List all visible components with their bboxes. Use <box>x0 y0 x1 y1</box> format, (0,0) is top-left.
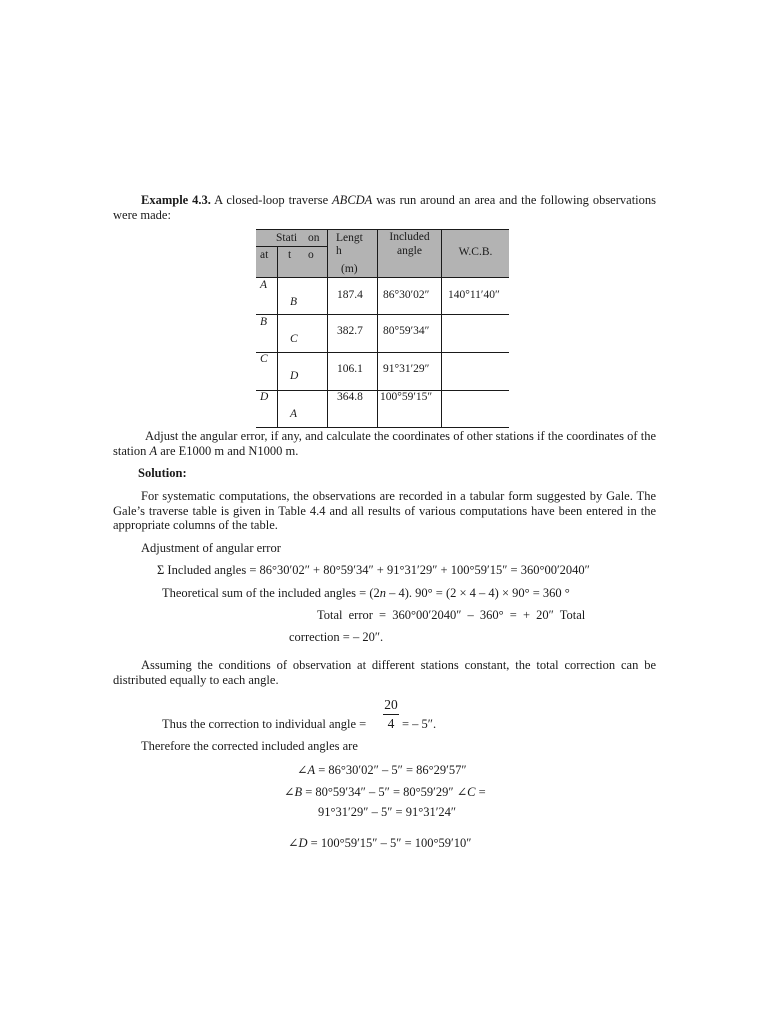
row-to-value: D <box>290 370 299 382</box>
header-length-unit: (m) <box>341 263 358 275</box>
table-rule <box>277 277 278 428</box>
row-angle: 100°59′15″ <box>380 391 433 403</box>
correction-line: correction = – 20″. <box>289 630 384 644</box>
angle-icon: ∠ <box>297 763 308 777</box>
header-wcb: W.C.B. <box>458 246 493 258</box>
angle-c-var: C <box>467 785 476 799</box>
table-rule <box>256 277 509 278</box>
solution-label <box>138 466 187 481</box>
table-rule <box>256 352 509 353</box>
angle-icon: ∠ <box>456 785 468 799</box>
individual-text-a: Thus the correction to individual angle = <box>162 717 367 731</box>
adjust-paragraph <box>113 429 656 458</box>
assume-paragraph: Assuming the conditions of observation at different stations constant, the total correction can be distributed equally to each angle. <box>113 658 656 687</box>
total-error-line: Total error = 360°00′2040″ – 360° = + 20″ Total <box>317 608 586 622</box>
header-length-1: Lengt <box>336 232 363 244</box>
header-station-1: Stati <box>276 232 298 244</box>
corrected-heading: Therefore the corrected included angles are <box>141 739 358 753</box>
angle-d-rest: = 100°59′15″ – 5″ = 100°59′10″ <box>307 836 472 850</box>
header-to-2: o <box>308 249 314 261</box>
row-to <box>290 370 298 383</box>
adjustment-heading: Adjustment of angular error <box>141 541 281 555</box>
row-at <box>260 279 267 292</box>
header-at: at <box>260 249 269 261</box>
row-to-value: B <box>290 296 298 308</box>
row-wcb: 140°11′40″ <box>448 289 500 301</box>
table-rule <box>277 246 278 277</box>
angle-d-line <box>288 835 471 851</box>
angle-c-value: 91°31′29″ – 5″ = 91°31′24″ <box>318 805 457 819</box>
table-rule <box>377 229 378 428</box>
row-angle: 80°59′34″ <box>383 325 430 337</box>
row-at <box>260 353 268 366</box>
row-to-value: C <box>290 333 298 345</box>
header-included-2: angle <box>397 245 422 257</box>
traverse-name: ABCDA <box>332 193 373 207</box>
row-to <box>290 333 298 346</box>
row-length: 106.1 <box>337 363 363 375</box>
adjust-station: A <box>149 443 158 458</box>
sum-line: Σ Included angles = 86°30′02″ + 80°59′34″ + 91°31′29″ + 100°59′15″ = 360°00′2040″ <box>157 563 590 577</box>
table-rule <box>256 427 509 428</box>
row-at <box>260 391 268 404</box>
adjust-text-b: are E1000 m and N1000 m. <box>160 443 299 458</box>
theoretical-text-a: Theoretical sum of the included angles = (2 <box>162 586 380 600</box>
angle-a-var: A <box>307 763 316 777</box>
example-text-b: was run around an area and the following observations were made: <box>113 193 657 222</box>
theoretical-text-b: – 4). 90° = (2 × 4 – 4) × 90° = 360 ° <box>389 586 570 600</box>
header-included-1: Included <box>389 231 430 243</box>
row-at-value: A <box>260 279 268 291</box>
fraction-denominator: 4 <box>387 716 395 731</box>
fraction-bar <box>383 714 399 715</box>
gale-paragraph: For systematic computations, the observations are recorded in a tabular form suggested by Gale. The Gale’s traverse table is given in Table 4.4 and all results of various computations have been entered in the appropriate columns of the table. <box>113 489 656 532</box>
individual-text-b: = – 5″. <box>402 717 437 731</box>
observation-table <box>256 229 509 428</box>
fraction-numerator: 20 <box>384 697 398 712</box>
angle-bc-line <box>284 784 486 800</box>
theoretical-line <box>162 586 570 601</box>
angle-icon: ∠ <box>284 785 295 799</box>
angle-b-rest: = 80°59′34″ – 5″ = 80°59′29″ <box>302 785 457 799</box>
header-length-2: h <box>336 245 342 257</box>
table-rule <box>256 246 328 247</box>
solution-label-text: Solution: <box>138 466 187 480</box>
table-rule <box>256 314 509 315</box>
row-to <box>290 408 297 421</box>
row-at-value: D <box>260 391 269 403</box>
angle-a-rest: = 86°30′02″ – 5″ = 86°29′57″ <box>315 763 467 777</box>
angle-b-var: B <box>294 785 303 799</box>
row-to <box>290 296 297 309</box>
table-rule <box>327 229 328 428</box>
example-label: Example 4.3. <box>141 193 211 207</box>
angle-a-line <box>297 762 467 778</box>
row-length: 382.7 <box>337 325 363 337</box>
row-angle: 86°30′02″ <box>383 289 430 301</box>
angle-d-var: D <box>298 836 308 850</box>
adjust-text-a: Adjust the angular error, if any, and calculate the coordinates of other stations if the coordinates of the station <box>113 429 656 458</box>
angle-c-rest: = <box>475 785 486 799</box>
row-at-value: C <box>260 353 268 365</box>
row-at <box>260 316 267 329</box>
row-angle: 91°31′29″ <box>383 363 430 375</box>
header-to-1: t <box>288 249 292 261</box>
table-rule <box>256 229 509 230</box>
theoretical-n: n <box>379 586 386 600</box>
row-at-value: B <box>260 316 268 328</box>
row-length: 364.8 <box>337 391 363 403</box>
row-length: 187.4 <box>337 289 363 301</box>
example-paragraph <box>113 193 656 222</box>
angle-icon: ∠ <box>288 836 299 850</box>
row-to-value: A <box>290 408 298 420</box>
example-text-a: A closed-loop traverse <box>214 193 329 207</box>
header-station-2: on <box>308 232 320 244</box>
